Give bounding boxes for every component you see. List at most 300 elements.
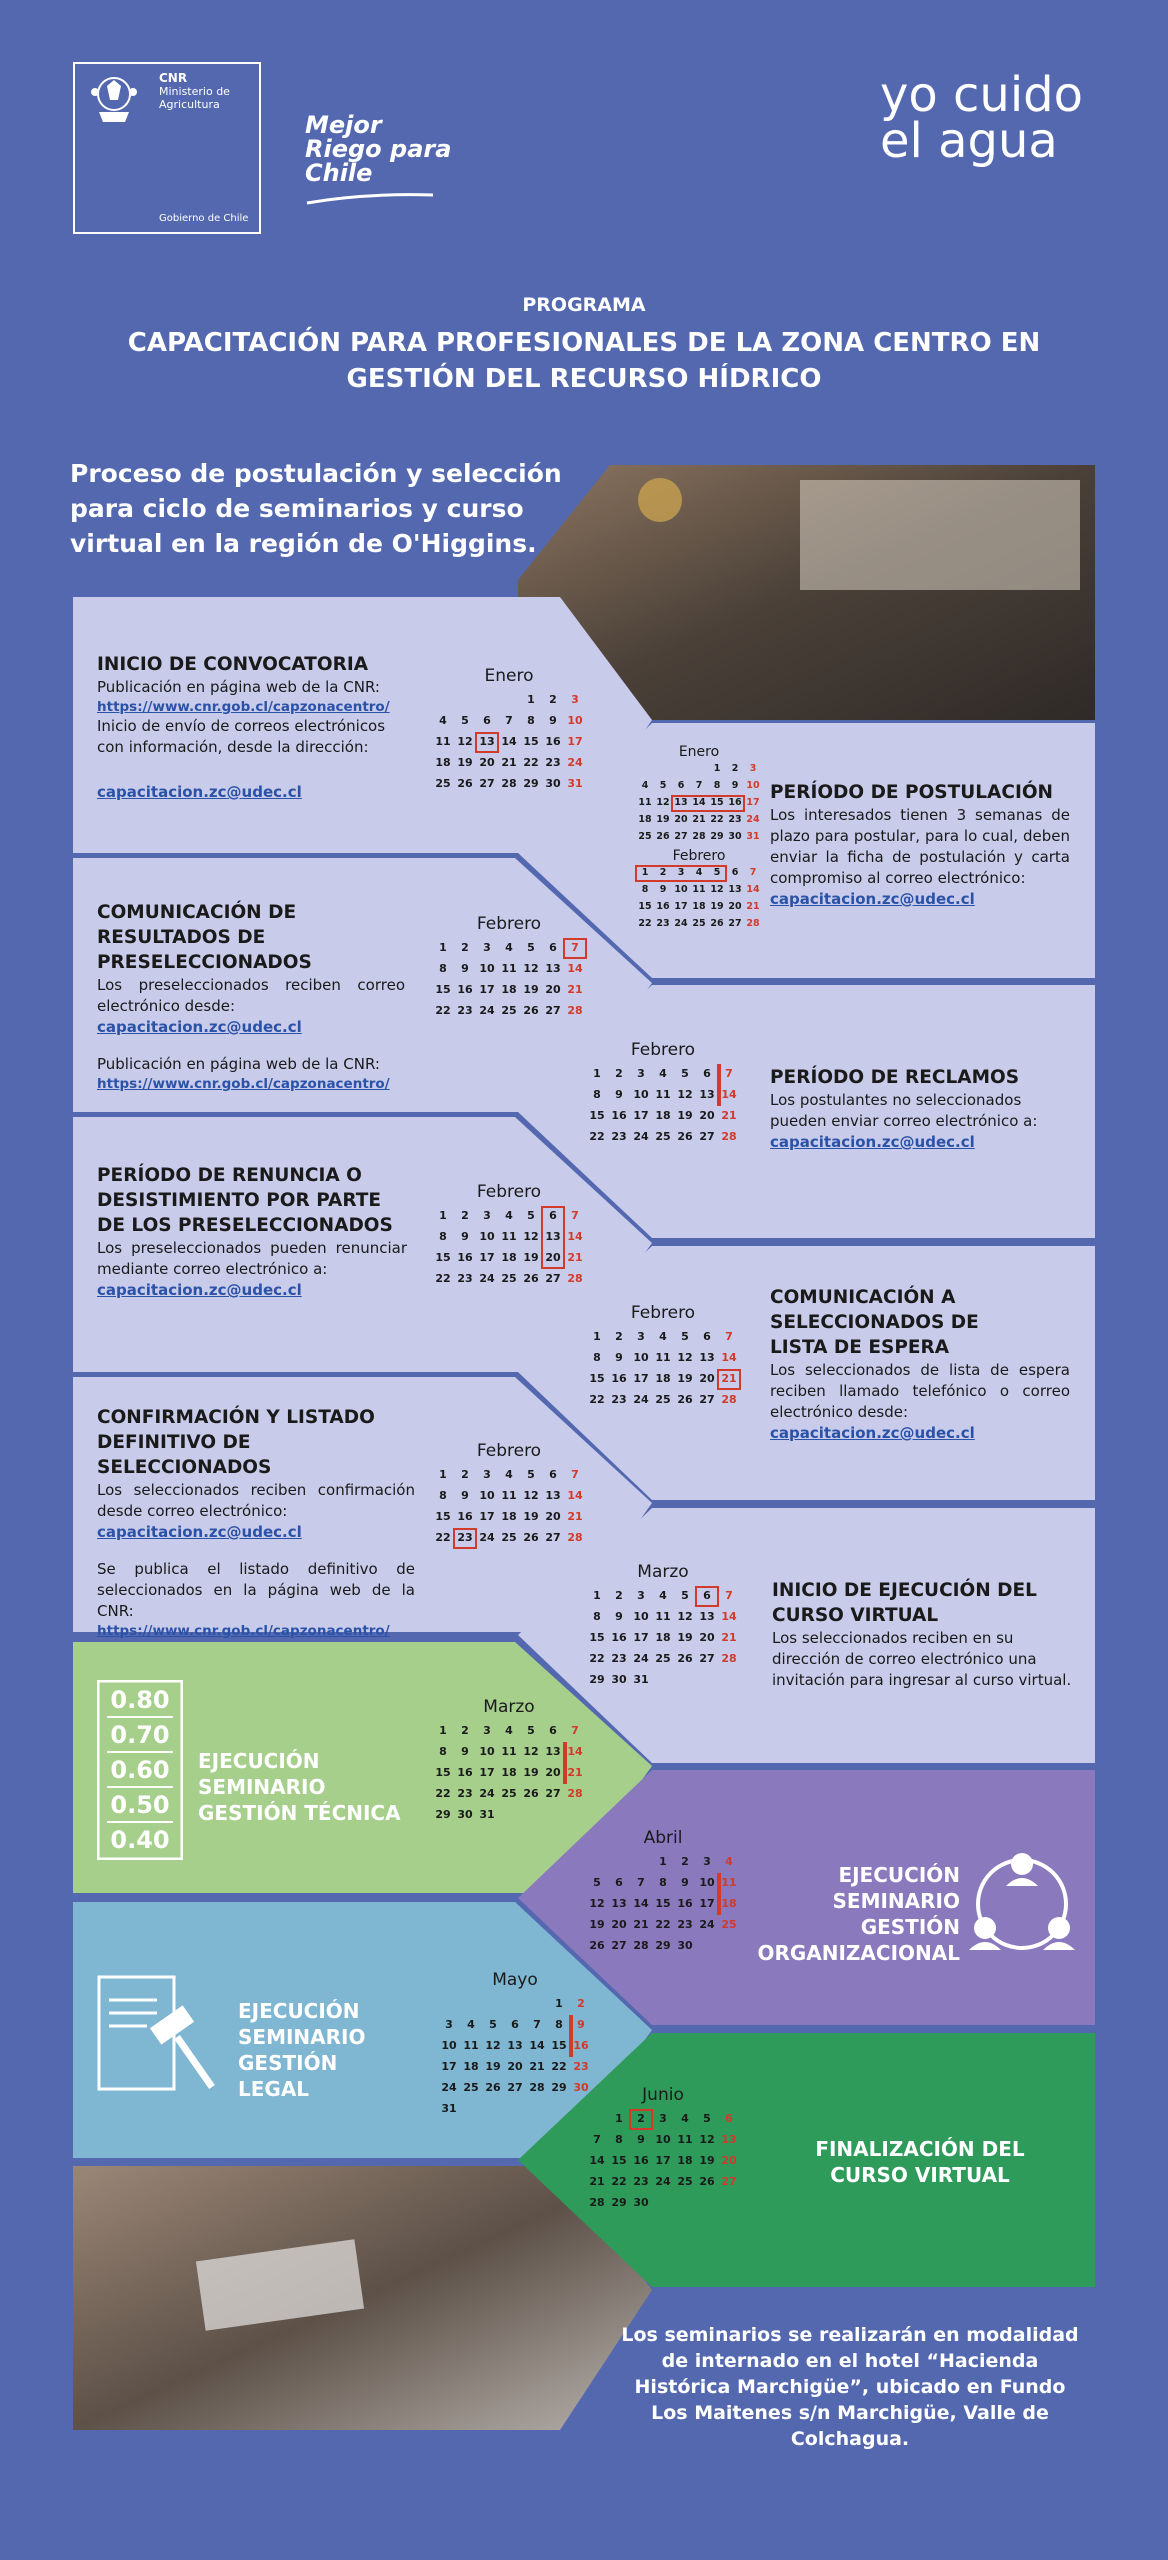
calendar-day: 22 (638, 918, 652, 929)
step-title: COMUNICACIÓN DE RESULTADOS DE PRESELECCIONADOS (97, 902, 312, 973)
calendar-day: 5 (681, 1067, 689, 1080)
calendar-day: 8 (659, 1876, 667, 1889)
calendar-day: 6 (677, 780, 685, 791)
calendar-day: 12 (523, 962, 539, 975)
calendar-day: 2 (461, 1209, 469, 1222)
calendar-day: 24 (479, 1787, 495, 1800)
calendar-day: 11 (721, 1876, 737, 1889)
calendar-day: 9 (461, 1489, 469, 1502)
calendar-day: 26 (589, 1939, 605, 1952)
calendar-day: 18 (721, 1897, 737, 1910)
calendar-month-label: Marzo (637, 1562, 689, 1582)
calendar-day: 7 (505, 714, 513, 727)
calendar-day: 16 (611, 1109, 627, 1122)
calendar-day: 1 (593, 1330, 601, 1343)
calendar-day: 13 (507, 2039, 523, 2052)
calendar-day: 20 (545, 983, 561, 996)
step-title: INICIO DE EJECUCIÓN DEL CURSO VIRTUAL (772, 1580, 1037, 1626)
calendar-day: 14 (501, 735, 517, 748)
calendar-enero (432, 666, 586, 794)
calendar-day: 16 (611, 1631, 627, 1644)
calendar-day: 24 (655, 2175, 671, 2188)
calendar-day: 31 (633, 1673, 649, 1686)
calendar-day: 22 (611, 2175, 627, 2188)
step-postulacion (770, 780, 1070, 910)
calendar-day: 8 (439, 1489, 447, 1502)
calendar-day: 6 (731, 867, 739, 878)
calendar-month-label: Marzo (483, 1697, 535, 1717)
calendar-day: 14 (589, 2154, 605, 2167)
calendar-day: 13 (545, 962, 561, 975)
calendar-day: 30 (728, 831, 742, 842)
calendar-day: 2 (461, 941, 469, 954)
calendar-day: 25 (677, 2175, 693, 2188)
calendar-day: 21 (721, 1372, 737, 1385)
calendar-day: 6 (703, 1330, 711, 1343)
calendar-day: 22 (589, 1652, 605, 1665)
calendar-day: 9 (461, 962, 469, 975)
calendar-day: 11 (677, 2133, 693, 2146)
calendar-day: 18 (501, 1766, 517, 1779)
calendar-day: 10 (633, 1088, 649, 1101)
calendar-day: 1 (713, 763, 721, 774)
calendar-day: 23 (656, 918, 670, 929)
calendar-day: 29 (551, 2081, 567, 2094)
calendar-day: 12 (677, 1610, 693, 1623)
calendar-day: 9 (615, 1351, 623, 1364)
calendar-enero (636, 744, 762, 845)
calendar-day: 4 (505, 1209, 513, 1222)
calendar-day: 16 (611, 1372, 627, 1385)
calendar-day: 24 (674, 918, 688, 929)
calendar-day: 2 (615, 1589, 623, 1602)
calendar-day: 24 (441, 2081, 457, 2094)
calendar-day: 16 (457, 983, 473, 996)
step-espera (770, 1285, 1070, 1444)
calendar-day: 11 (501, 1489, 517, 1502)
calendar-day: 27 (611, 1939, 627, 1952)
calendar-day: 23 (633, 2175, 649, 2188)
calendar-day: 10 (633, 1610, 649, 1623)
calendar-day: 16 (728, 797, 742, 808)
calendar-abril (586, 1828, 740, 1956)
calendar-day: 13 (699, 1088, 715, 1101)
gauge-value: 0.60 (110, 1756, 170, 1784)
calendar-day: 2 (681, 1855, 689, 1868)
calendar-febrero (432, 914, 586, 1021)
calendar-febrero (586, 1303, 740, 1410)
calendar-day: 4 (659, 1589, 667, 1602)
calendar-day: 26 (710, 918, 724, 929)
calendar-day: 16 (457, 1510, 473, 1523)
date-highlight (671, 795, 745, 812)
calendar-febrero (432, 1441, 586, 1548)
calendar-day: 6 (549, 1724, 557, 1737)
date-highlight (717, 1064, 721, 1106)
calendar-day: 20 (545, 1766, 561, 1779)
calendar-day: 26 (523, 1787, 539, 1800)
calendar-month-label: Febrero (476, 1441, 542, 1461)
calendar-mayo (438, 1970, 592, 2119)
calendar-day: 23 (457, 1531, 473, 1544)
calendar-day: 15 (435, 983, 451, 996)
calendar-day: 7 (533, 2018, 541, 2031)
step-title: COMUNICACIÓN A SELECCIONADOS DE LISTA DE ESPERA (770, 1287, 979, 1358)
calendar-junio (586, 2085, 740, 2213)
calendar-day: 13 (545, 1745, 561, 1758)
calendar-day: 22 (435, 1787, 451, 1800)
calendar-day: 7 (725, 1330, 733, 1343)
calendar-day: 6 (549, 941, 557, 954)
calendar-day: 26 (677, 1393, 693, 1406)
calendar-day: 23 (611, 1393, 627, 1406)
calendar-day: 25 (638, 831, 652, 842)
calendar-day: 13 (721, 2133, 737, 2146)
calendar-day: 4 (641, 780, 649, 791)
step-renuncia (97, 1163, 407, 1301)
calendar-day: 8 (713, 780, 721, 791)
step-text: Los postulantes no seleccionados pueden enviar correo electrónico a: (770, 1091, 1038, 1130)
calendar-day: 21 (589, 2175, 605, 2188)
calendar-day: 17 (655, 2154, 671, 2167)
calendar-day: 14 (567, 1745, 583, 1758)
step-title: PERÍODO DE RENUNCIA O DESISTIMIENTO POR PARTE DE LOS PRESELECCIONADOS (97, 1165, 393, 1236)
calendar-month-label: Mayo (492, 1970, 538, 1990)
calendar-day: 31 (479, 1808, 495, 1821)
calendar-day: 7 (571, 1468, 579, 1481)
calendar-day: 3 (637, 1067, 645, 1080)
calendar-day: 4 (505, 1468, 513, 1481)
calendar-day: 19 (699, 2154, 715, 2167)
calendar-day: 2 (577, 1997, 585, 2010)
calendar-day: 6 (511, 2018, 519, 2031)
calendar-day: 31 (441, 2102, 457, 2115)
email-link[interactable]: capacitacion.zc@udec.cl (770, 1424, 975, 1442)
calendar-day: 15 (655, 1897, 671, 1910)
calendar-day: 22 (435, 1004, 451, 1017)
step-text: Los seleccionados de lista de espera reciben llamado telefónico o correo electrónico desde: (770, 1361, 1070, 1421)
calendar-day: 10 (479, 962, 495, 975)
calendar-day: 23 (611, 1652, 627, 1665)
calendar-day: 1 (593, 1067, 601, 1080)
calendar-day: 7 (749, 867, 757, 878)
calendar-day: 7 (637, 1876, 645, 1889)
calendar-day: 20 (507, 2060, 523, 2073)
calendar-day: 15 (435, 1766, 451, 1779)
calendar-day: 5 (489, 2018, 497, 2031)
calendar-day: 14 (567, 962, 583, 975)
calendar-day: 11 (655, 1088, 671, 1101)
calendar-day: 2 (461, 1468, 469, 1481)
calendar-day: 20 (479, 756, 495, 769)
calendar-day: 13 (611, 1897, 627, 1910)
date-highlight (629, 2109, 653, 2130)
calendar-day: 5 (527, 1724, 535, 1737)
calendar-day: 16 (457, 1766, 473, 1779)
calendar-day: 5 (461, 714, 469, 727)
calendar-day: 18 (677, 2154, 693, 2167)
calendar-day: 24 (633, 1393, 649, 1406)
calendar-day: 17 (746, 797, 760, 808)
program-label: PROGRAMA (522, 294, 646, 316)
calendar-day: 25 (501, 1787, 517, 1800)
calendar-day: 18 (655, 1372, 671, 1385)
calendar-day: 9 (461, 1745, 469, 1758)
date-highlight (541, 1206, 565, 1269)
calendar-day: 8 (527, 714, 535, 727)
calendar-day: 11 (638, 797, 652, 808)
calendar-day: 18 (655, 1631, 671, 1644)
calendar-day: 23 (611, 1130, 627, 1143)
calendar-day: 17 (479, 1510, 495, 1523)
calendar-month-label: Febrero (630, 1303, 696, 1323)
calendar-day: 28 (633, 1939, 649, 1952)
calendar-day: 29 (523, 777, 539, 790)
calendar-day: 14 (721, 1088, 737, 1101)
calendar-day: 7 (571, 941, 579, 954)
calendar-day: 5 (527, 1209, 535, 1222)
calendar-day: 4 (505, 941, 513, 954)
calendar-day: 14 (633, 1897, 649, 1910)
calendar-day: 26 (523, 1272, 539, 1285)
calendar-day: 26 (523, 1531, 539, 1544)
calendar-day: 24 (567, 756, 583, 769)
calendar-day: 17 (633, 1631, 649, 1644)
calendar-day: 19 (523, 983, 539, 996)
calendar-day: 19 (710, 901, 724, 912)
calendar-day: 29 (611, 2196, 627, 2209)
calendar-day: 3 (677, 867, 685, 878)
calendar-day: 12 (677, 1088, 693, 1101)
calendar-day: 2 (659, 867, 667, 878)
calendar-day: 25 (655, 1393, 671, 1406)
calendar-day: 8 (439, 1230, 447, 1243)
step-text: Publicación en página web de la CNR: (97, 1055, 380, 1073)
calendar-day: 6 (549, 1209, 557, 1222)
email-link[interactable]: capacitacion.zc@udec.cl (97, 1281, 302, 1299)
step-title: INICIO DE CONVOCATORIA (97, 654, 369, 675)
calendar-day: 15 (589, 1372, 605, 1385)
calendar-day: 21 (567, 983, 583, 996)
gavel-document-icon (97, 1975, 223, 2095)
intro-text: Proceso de postulación y selección para ciclo de seminarios y curso virtual en la región de O'Higgins. (70, 459, 562, 558)
gauge-value: 0.70 (110, 1721, 170, 1749)
step-legal-title: EJECUCIÓN SEMINARIO GESTIÓN LEGAL (238, 1999, 366, 2101)
calendar-day: 22 (435, 1272, 451, 1285)
email-link[interactable]: capacitacion.zc@udec.cl (770, 1133, 975, 1151)
calendar-day: 16 (677, 1897, 693, 1910)
calendar-day: 28 (721, 1130, 737, 1143)
calendar-day: 25 (501, 1272, 517, 1285)
calendar-day: 8 (593, 1088, 601, 1101)
step-text: Se publica el listado definitivo de seleccionados en la página web de la CNR: (97, 1560, 415, 1620)
calendar-day: 25 (463, 2081, 479, 2094)
calendar-day: 2 (637, 2112, 645, 2125)
calendar-day: 14 (746, 884, 760, 895)
calendar-day: 22 (710, 814, 724, 825)
calendar-day: 9 (681, 1876, 689, 1889)
calendar-day: 9 (615, 1610, 623, 1623)
calendar-day: 29 (655, 1939, 671, 1952)
calendar-day: 21 (501, 756, 517, 769)
calendar-day: 19 (485, 2060, 501, 2073)
calendar-day: 19 (677, 1631, 693, 1644)
calendar-day: 9 (731, 780, 739, 791)
calendar-month-label: Abril (643, 1828, 683, 1848)
calendar-day: 8 (555, 2018, 563, 2031)
calendar-day: 27 (545, 1272, 561, 1285)
calendar-month-label: Febrero (672, 848, 726, 864)
calendar-day: 11 (463, 2039, 479, 2052)
calendar-day: 25 (501, 1004, 517, 1017)
calendar-day: 1 (555, 1997, 563, 2010)
calendar-day: 6 (615, 1876, 623, 1889)
calendar-day: 10 (746, 780, 760, 791)
calendar-day: 7 (725, 1589, 733, 1602)
calendar-day: 18 (463, 2060, 479, 2073)
calendar-day: 25 (721, 1918, 737, 1931)
calendar-day: 26 (656, 831, 670, 842)
cnr-web-link[interactable]: https://www.cnr.gob.cl/capzonacentro/ (97, 699, 390, 715)
calendar-day: 28 (501, 777, 517, 790)
calendar-day: 15 (589, 1109, 605, 1122)
step-confirmacion (97, 1405, 415, 1640)
calendar-day: 15 (551, 2039, 567, 2052)
calendar-day: 29 (589, 1673, 605, 1686)
calendar-day: 2 (461, 1724, 469, 1737)
calendar-day: 12 (485, 2039, 501, 2052)
calendar-day: 6 (703, 1589, 711, 1602)
calendar-day: 28 (529, 2081, 545, 2094)
calendar-day: 23 (457, 1272, 473, 1285)
calendar-day: 10 (479, 1489, 495, 1502)
calendar-day: 14 (721, 1610, 737, 1623)
calendar-day: 28 (567, 1531, 583, 1544)
calendar-day: 13 (545, 1230, 561, 1243)
calendar-day: 27 (699, 1393, 715, 1406)
calendar-month-label: Febrero (476, 914, 542, 934)
calendar-day: 9 (549, 714, 557, 727)
calendar-day: 27 (699, 1652, 715, 1665)
calendar-day: 6 (549, 1468, 557, 1481)
calendar-day: 6 (703, 1067, 711, 1080)
calendar-day: 10 (633, 1351, 649, 1364)
calendar-day: 4 (681, 2112, 689, 2125)
step-finalizacion-title: FINALIZACIÓN DEL CURSO VIRTUAL (815, 2137, 1025, 2187)
email-link[interactable]: capacitacion.zc@udec.cl (97, 1018, 302, 1036)
calendar-day: 4 (467, 2018, 475, 2031)
calendar-day: 29 (710, 831, 724, 842)
email-link[interactable]: capacitacion.zc@udec.cl (97, 1523, 302, 1541)
calendar-day: 13 (674, 797, 688, 808)
calendar-day: 27 (674, 831, 688, 842)
date-highlight (695, 1586, 719, 1607)
calendar-day: 21 (721, 1631, 737, 1644)
date-highlight (569, 2015, 573, 2057)
calendar-day: 27 (545, 1531, 561, 1544)
cnr-web-link[interactable]: https://www.cnr.gob.cl/capzonacentro/ (97, 1076, 390, 1092)
calendar-day: 11 (501, 1745, 517, 1758)
cnr-web-link[interactable]: https://www.cnr.gob.cl/capzonacentro/ (97, 1623, 390, 1639)
email-link[interactable]: capacitacion.zc@udec.cl (770, 890, 975, 908)
calendar-day: 1 (641, 867, 649, 878)
calendar-day: 16 (545, 735, 561, 748)
calendar-day: 22 (589, 1393, 605, 1406)
calendar-day: 30 (611, 1673, 627, 1686)
calendar-day: 7 (571, 1724, 579, 1737)
calendar-day: 3 (637, 1330, 645, 1343)
calendar-day: 19 (589, 1918, 605, 1931)
calendar-day: 15 (638, 901, 652, 912)
calendar-day: 25 (655, 1652, 671, 1665)
calendar-day: 4 (659, 1067, 667, 1080)
calendar-day: 20 (611, 1918, 627, 1931)
calendar-day: 6 (725, 2112, 733, 2125)
date-highlight (563, 938, 587, 959)
calendar-day: 18 (692, 901, 706, 912)
calendar-day: 8 (615, 2133, 623, 2146)
calendar-day: 18 (638, 814, 652, 825)
calendar-day: 22 (589, 1130, 605, 1143)
calendar-day: 1 (439, 1209, 447, 1222)
calendar-day: 8 (439, 1745, 447, 1758)
calendar-day: 21 (567, 1251, 583, 1264)
step-tecnica-title: EJECUCIÓN SEMINARIO GESTIÓN TÉCNICA (198, 1749, 401, 1825)
calendar-day: 14 (567, 1230, 583, 1243)
calendar-day: 21 (567, 1510, 583, 1523)
calendar-day: 19 (677, 1372, 693, 1385)
email-link[interactable]: capacitacion.zc@udec.cl (97, 783, 302, 801)
footer-note: Los seminarios se realizarán en modalidad de internado en el hotel “Hacienda Histórica Marchigüe”, ubicado en Fundo Los Maitenes s/n Marchigüe, Valle de Colchagua. (621, 2324, 1079, 2450)
calendar-day: 14 (567, 1489, 583, 1502)
calendar-day: 18 (501, 983, 517, 996)
calendar-day: 28 (567, 1004, 583, 1017)
calendar-day: 11 (501, 962, 517, 975)
step-text: Publicación en página web de la CNR: (97, 678, 380, 696)
calendar-day: 12 (457, 735, 473, 748)
calendar-day: 16 (457, 1251, 473, 1264)
calendar-day: 31 (567, 777, 583, 790)
calendar-day: 5 (681, 1330, 689, 1343)
calendar-day: 17 (699, 1897, 715, 1910)
step-text: Los preseleccionados pueden renunciar mediante correo electrónico a: (97, 1239, 407, 1278)
date-highlight (717, 1873, 721, 1915)
calendar-day: 18 (501, 1510, 517, 1523)
calendar-day: 13 (728, 884, 742, 895)
calendar-day: 1 (439, 941, 447, 954)
program-title: CAPACITACIÓN PARA PROFESIONALES DE LA ZONA CENTRO EN GESTIÓN DEL RECURSO HÍDRICO (127, 328, 1041, 394)
calendar-day: 20 (674, 814, 688, 825)
calendar-day: 12 (589, 1897, 605, 1910)
gobierno-label: Gobierno de Chile (159, 213, 249, 224)
calendar-day: 12 (523, 1489, 539, 1502)
calendar-day: 8 (593, 1351, 601, 1364)
calendar-day: 4 (505, 1724, 513, 1737)
calendar-month-label: Enero (484, 666, 534, 686)
calendar-day: 27 (479, 777, 495, 790)
calendar-day: 1 (439, 1724, 447, 1737)
calendar-febrero (636, 848, 762, 932)
calendar-day: 18 (435, 756, 451, 769)
calendar-day: 16 (656, 901, 670, 912)
yo-cuido-el-agua-logo: yo cuido el agua (880, 67, 1084, 169)
calendar-day: 24 (746, 814, 760, 825)
calendar-day: 15 (523, 735, 539, 748)
calendar-day: 24 (633, 1130, 649, 1143)
calendar-febrero (586, 1040, 740, 1147)
calendar-day: 21 (721, 1109, 737, 1122)
calendar-day: 3 (483, 941, 491, 954)
